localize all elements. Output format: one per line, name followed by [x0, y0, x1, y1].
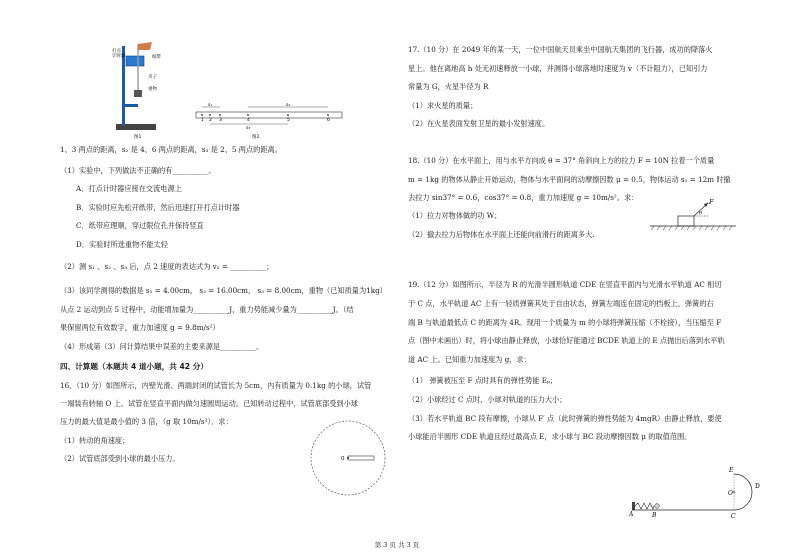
q19-label-D: D	[755, 483, 760, 490]
q19-semicircle	[734, 474, 752, 510]
q16-line-3: 压力的最大值是最小值的 3 倍，（g 取 10m/s²）．求：	[60, 417, 233, 426]
pt-4: 4	[247, 118, 250, 123]
section-title: 四、计算题（本题共 4 道小题，共 42 分）	[60, 362, 208, 371]
pt-2: 2	[209, 118, 212, 123]
q19-line-2: 于 C 点，水平轨道 AC 上有一轻质弹簧其处于自由状态，弹簧左端连在固定的挡板上，弹簧的右	[408, 299, 714, 308]
label-clip: 夹子	[148, 75, 157, 80]
q19-spring	[635, 503, 654, 509]
q15-option-c: C．纸带应理顺，穿过限位孔并保持竖直	[76, 221, 204, 230]
q15-part-4: （4）形成第（3）问计算结果中误差的主要来源是__________。	[60, 342, 264, 351]
pt-3: 3	[219, 118, 222, 123]
q15-option-d: D．实验时所选重物不能太轻	[76, 240, 169, 249]
q19-label-C: C	[731, 513, 736, 520]
q19-line-1: 19.（12 分）如图所示，半径为 R 的光滑半圆形轨道 CDE 在竖直平面内与光滑水平轨道 AC 相切	[408, 280, 722, 289]
q18-part-2: （2）撤去拉力后物体在水平面上还能向前滑行的距离多大.	[408, 230, 595, 239]
q16-part-2: （2）试管底部受到小球的最小压力。	[60, 454, 180, 463]
q17-part-1: （1）求火星的质量；	[408, 101, 478, 110]
q15-part-3-line-2: 从点 2 运动到点 5 过程中，动能增加量为__________J，重力势能减少量为__________J。（结	[60, 305, 354, 314]
q17-line-1: 17.（10 分）在 2049 年的某一天，一位中国航天员乘坐中国航天集团的飞行器，成功的降落火	[408, 45, 713, 54]
tape-flag	[138, 42, 152, 50]
q19-part-3-line-2: 小球能沿半圆形 CDE 轨道且经过最高点 E，求小球与 BC 段动摩擦因数 μ 的取值范围。	[408, 432, 692, 441]
q15-option-a: A．打点计时器应接在交流电源上	[76, 184, 182, 193]
timer-box	[126, 56, 144, 66]
label-timer-2: 计时器	[112, 54, 126, 59]
q16-part-1: （1）转动的角速度；	[60, 436, 130, 445]
tape-strip	[196, 112, 342, 118]
q16-axis-label: 0	[341, 456, 345, 462]
label-s2: s₂	[286, 103, 291, 108]
pt-5: 5	[287, 118, 290, 123]
q19-label-O: O	[728, 490, 733, 497]
q15-line-1: 1、3 两点的距离，s₂ 是 4、6 两点的距离，s₃ 是 2、5 两点的距离。	[60, 145, 282, 154]
q16-axis	[347, 457, 349, 459]
q18-line-3: 去拉力 sin37° = 0.6，cos37° = 0.8，重力加速度 g = 10m/s²。求：	[408, 193, 639, 202]
clamp	[124, 104, 138, 107]
q17-line-3: 常量为 G，火星半径为 R	[408, 82, 489, 91]
q18-block	[678, 216, 694, 226]
label-weight: 重物	[148, 87, 157, 92]
q15-part-3-line-3: 果保留两位有效数字，重力加速度 g = 9.8m/s²）	[60, 323, 220, 332]
q19-figure	[626, 458, 766, 522]
q17-part-2: （2）在火星表面发射卫星的最小发射速度。	[408, 119, 550, 128]
q18-force-label: F	[709, 198, 714, 206]
weight-block	[134, 90, 142, 97]
q16-line-2: 一端装有转轴 O 上。试管在竖直平面内做匀速圆周运动。已知转动过程中，试管底部受到小球	[60, 399, 358, 408]
q19-label-E: E	[729, 467, 734, 474]
q16-figure	[308, 418, 388, 498]
q19-part-3-line-1: （3）若水平轨道 BC 段有摩擦，小球从 F′ 点（此时弹簧的弹性势能为 4mgR）由静止释放，要使	[408, 414, 722, 423]
q18-part-1: （1）拉力对物体做的功 W；	[408, 211, 502, 220]
q19-line-3: 端 B 与轨道最低点 C 的距离为 4R。现用一个质量为 m 的小球将弹簧压缩（不栓接），当压缩至 F	[408, 318, 722, 327]
fig1-caption: 图1	[134, 135, 142, 140]
q15-part-3-line-1: （3）该同学测得的数据是 s₁ = 4.00cm， s₂ = 16.00cm， s₃ = 8.00cm，重物（已知质量为1kg）	[60, 286, 387, 295]
q19-label-A: A	[629, 511, 634, 518]
q16-line-1: 16、（10 分）如图所示，内壁光滑、两端封闭的试管长为 5cm，内有质量为 0.1kg 的小球，试管	[60, 381, 372, 390]
label-tape: 纸带	[152, 55, 161, 60]
q18-line-1: 18.（10 分）在水平面上，用与水平方向成 θ = 37° 角斜向上方的拉力 F = 10N 拉着一个质量	[408, 156, 715, 165]
q19-line-5: 道 AC 上。已知重力加速度为 g，求：	[408, 355, 531, 364]
fig2-caption: 图2	[252, 135, 260, 140]
q15-part-2: （2）测 s₁ 、s₂ 、s₃ 后，点 2 速度的表达式为 v₂ = __________；	[60, 262, 274, 271]
tape-dots	[201, 114, 329, 116]
q18-figure	[648, 198, 738, 238]
q19-line-4: 点（图中未画出）时，将小球由静止释放，小球恰好能通过 BCDE 轨道上的 E 点抛出后落到水平轨	[408, 336, 725, 345]
q19-wall	[632, 502, 635, 510]
q16-tube	[348, 456, 374, 460]
figure-1-apparatus	[112, 38, 172, 138]
pt-6: 6	[327, 118, 330, 123]
label-s1: s₁	[208, 103, 213, 108]
q15-option-b: B．实验时应先松开纸带，然后迅速打开打点计时器	[76, 203, 240, 212]
q19-ball	[655, 504, 660, 509]
q17-line-2: 星上。他在离地高 h 处无初速释放一小球，并测得小球落地时速度为 v（不计阻力），已知引力	[408, 64, 708, 73]
q19-label-B: B	[652, 512, 657, 519]
figure-2-tape	[196, 100, 346, 140]
q18-line-2: m = 1kg 的物体从静止开始运动，物体与水平面间的动摩擦因数 μ = 0.5，物体运动 s₁ = 12m 时撤	[408, 175, 731, 184]
q15-part-1: （1）实验中，下列做法不正确的有__________。	[60, 166, 216, 175]
pt-1: 1	[201, 118, 204, 123]
q19-part-2: （2）小球经过 C 点时，小球对轨道的压力大小；	[408, 395, 567, 404]
page-footer: 第 3 页 共 3 页	[374, 541, 420, 549]
q18-angle-label: θ	[699, 210, 703, 217]
label-timer: 打点	[112, 49, 121, 54]
q19-part-1: （1） 弹簧被压至 F 点时具有的弹性势能 Eₚ；	[408, 376, 558, 385]
label-s3: s₃	[246, 126, 251, 131]
